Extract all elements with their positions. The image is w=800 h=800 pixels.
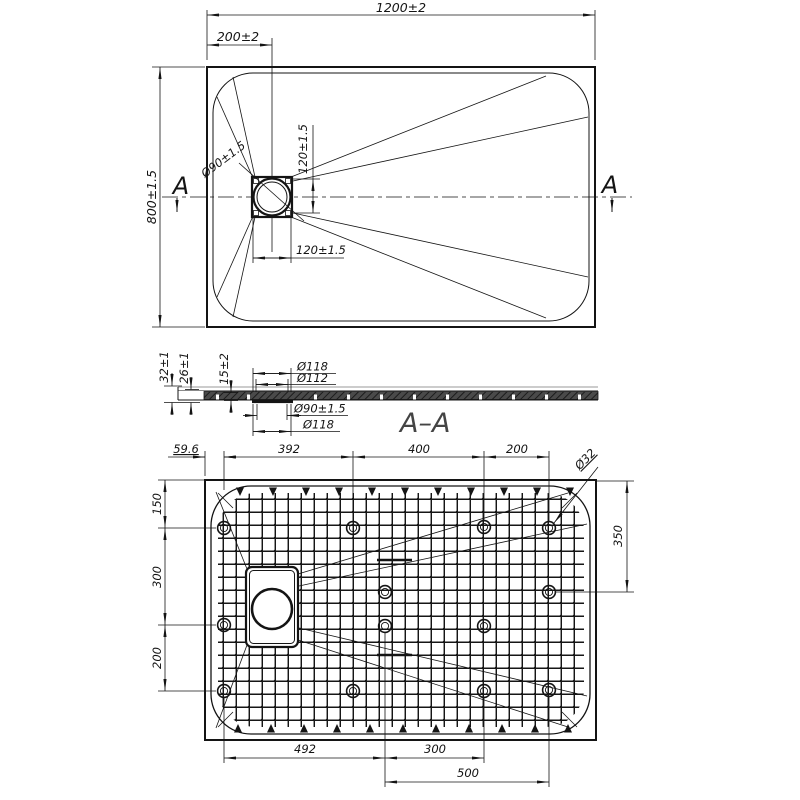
overall-height-dim: 32±1 [157,351,171,383]
feet-left-span1-dim: 150 [150,493,164,515]
rim-height-dim: 26±1 [177,352,191,384]
section-drain-flange [252,400,293,404]
drain-diameter-dim: Ø90±1.5 [198,138,249,181]
top-view [144,0,632,327]
feet-bottom-span2-dim: 300 [424,742,446,756]
top-view-dimensions [144,0,618,327]
feet-left-span2-dim: 300 [150,566,164,588]
section-title: A–A [400,408,451,439]
base-thickness-dim: 15±2 [217,353,231,385]
feet-top-span3-dim: 200 [506,442,528,456]
feet-bottom-span3-dim: 500 [457,766,479,780]
top-view-drain [239,163,304,221]
top-width-dim: 1200±2 [375,0,427,15]
feet-top-span1-dim: 392 [278,442,300,456]
section-profile [178,387,598,403]
flange-bottom-outer-dim: Ø118 [303,417,335,432]
drain-hole-dim: Ø90±1.5 [294,401,346,416]
drain-offset-dim: 200±2 [216,29,260,44]
bottom-view [150,442,634,787]
section-view [157,351,598,439]
feet-left-span3-dim: 200 [150,647,164,669]
drain-recess-width-dim: 120±1.5 [296,243,346,257]
flange-top-outer-dim: Ø118 [297,359,329,374]
drain-recess-height-dim: 120±1.5 [296,124,310,174]
rib-offset-dim: 59.6 [173,442,199,456]
section-marker-right: A [601,171,619,199]
bottom-drain [246,567,298,647]
section-marker-left: A [172,172,190,200]
feet-top-span2-dim: 400 [408,442,430,456]
feet-bottom-span1-dim: 492 [294,742,316,756]
feet-right-span-dim: 350 [611,525,625,547]
flange-inner-dim: Ø112 [297,371,329,385]
foot-diameter-dim: Ø32 [571,445,599,473]
tray-depth-dim: 800±1.5 [144,169,159,225]
